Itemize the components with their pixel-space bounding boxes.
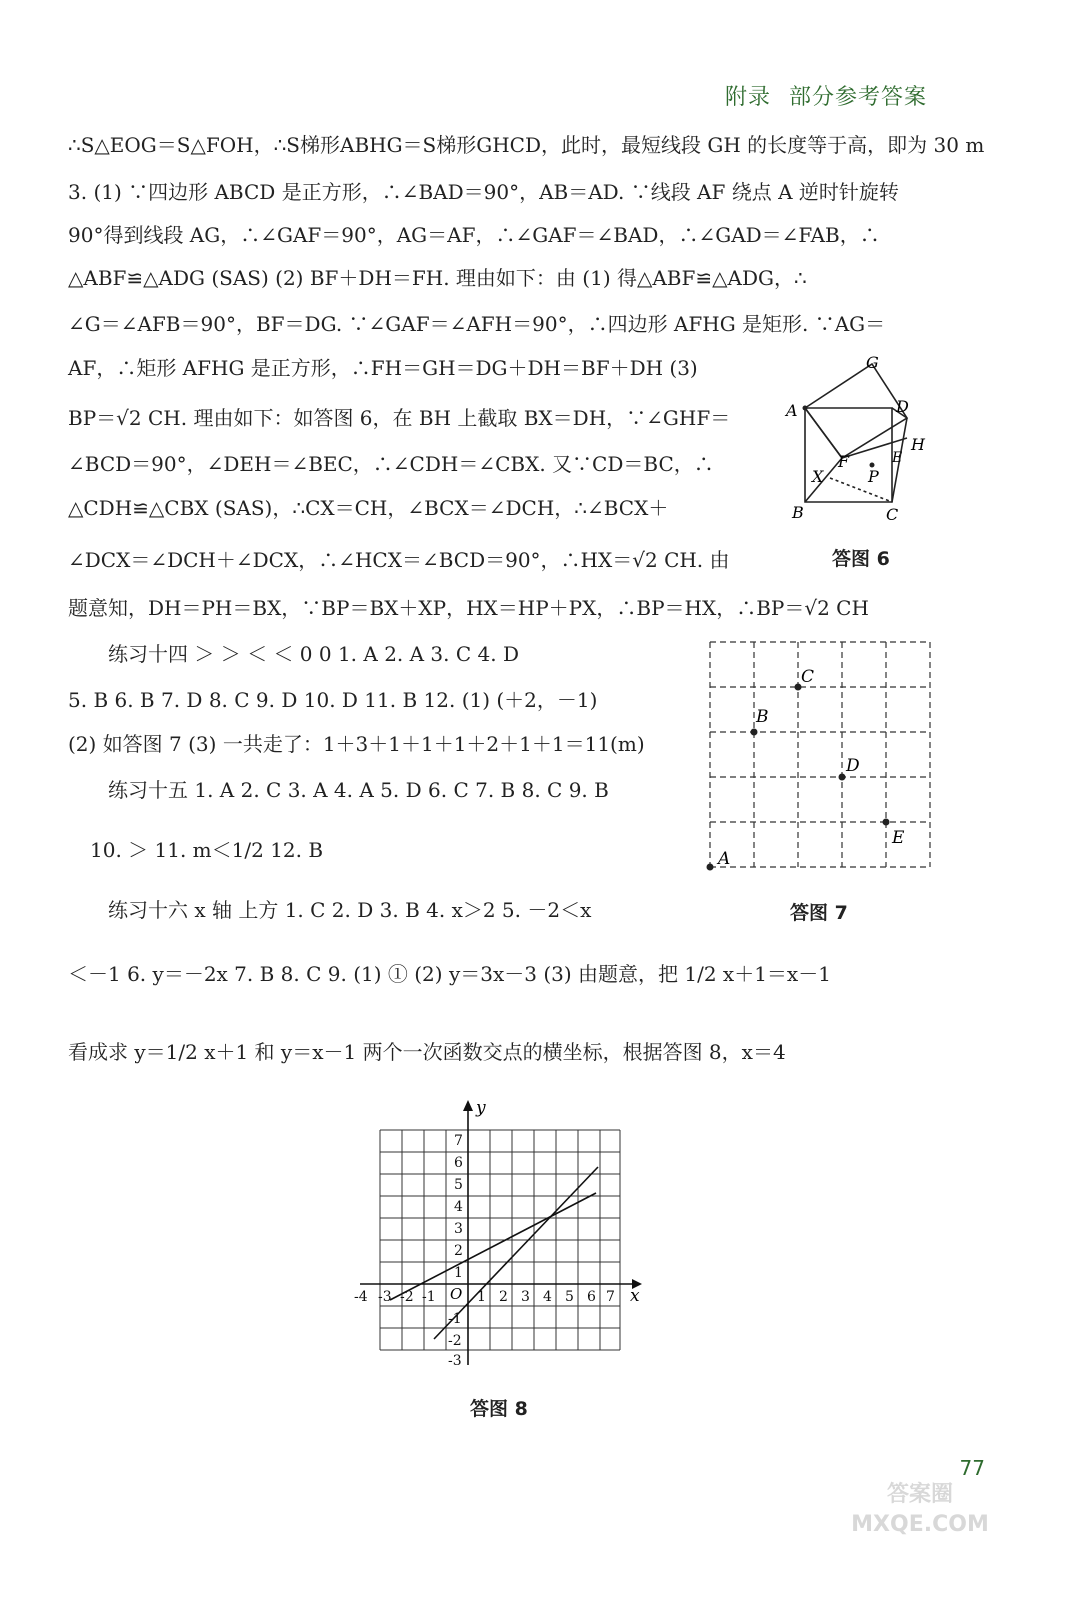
watermark: 答案圈 MXQE.COM [851, 1482, 989, 1537]
text-line: 题意知，DH＝PH＝BX，∵BP＝BX＋XP，HX＝HP＋PX，∴BP＝HX，∴BP＝√2 CH [68, 596, 869, 620]
label-e: E [892, 450, 903, 466]
y-tick: 7 [454, 1133, 463, 1149]
x-tick: 4 [543, 1289, 552, 1305]
x-tick: -1 [422, 1289, 436, 1305]
figure-8-caption: 答图 8 [470, 1398, 528, 1420]
text-line: AF，∴矩形 AFHG 是正方形，∴FH＝GH＝DG＋DH＝BF＋DH (3) [68, 356, 698, 380]
text-line: ∠BCD＝90°，∠DEH＝∠BEC，∴∠CDH＝∠CBX. 又∵CD＝BC，∴ [68, 452, 714, 476]
figure-8 [350, 1095, 650, 1385]
text-line: 3. (1) ∵四边形 ABCD 是正方形，∴∠BAD＝90°，AB＝AD. ∵线段 AF 绕点 A 逆时针旋转 [68, 180, 899, 204]
y-tick: 1 [454, 1265, 463, 1281]
x-tick: 7 [606, 1289, 615, 1305]
text-line: △ABF≌△ADG (SAS) (2) BF＋DH＝FH. 理由如下：由 (1) 得△ABF≌△ADG，∴ [68, 266, 807, 290]
text-line: 练习十五 1. A 2. C 3. A 4. A 5. D 6. C 7. B 8. C 9. B [108, 778, 609, 802]
text-line: BP＝√2 CH. 理由如下：如答图 6，在 BH 上截取 BX＝DH，∵∠GHF＝ [68, 406, 731, 430]
label-x: X [812, 467, 824, 486]
figure-7 [700, 632, 940, 882]
text-line: 10. ＞ 11. m＜1/2 12. B [90, 838, 324, 862]
figure-6-caption: 答图 6 [832, 548, 890, 570]
text-line: 看成求 y＝1/2 x＋1 和 y＝x－1 两个一次函数交点的横坐标，根据答图 8，x＝4 [68, 1040, 786, 1064]
x-tick: 2 [499, 1289, 508, 1305]
label-a: A [718, 849, 731, 869]
y-tick: -1 [448, 1311, 462, 1327]
x-tick: -2 [400, 1289, 414, 1305]
text-line: ＜－1 6. y＝－2x 7. B 8. C 9. (1) ① (2) y＝3x－3 (3) 由题意，把 1/2 x＋1＝x－1 [68, 962, 831, 986]
label-e: E [892, 828, 905, 848]
x-tick: 6 [587, 1289, 596, 1305]
axis-x-label: x [630, 1286, 640, 1306]
y-tick: 3 [454, 1221, 463, 1237]
label-b: B [756, 707, 769, 727]
y-tick: -3 [448, 1353, 462, 1369]
page-header [725, 80, 927, 111]
figure-6 [780, 350, 950, 530]
label-f: F [838, 452, 850, 471]
label-d: D [896, 397, 909, 416]
text-line: 90°得到线段 AG，∴∠GAF＝90°，AG＝AF，∴∠GAF＝∠BAD，∴∠GAD＝∠FAB，∴ [68, 223, 880, 247]
x-tick: -3 [378, 1289, 392, 1305]
text-line: ∠DCX＝∠DCH＋∠DCX，∴∠HCX＝∠BCD＝90°，∴HX＝√2 CH. 由 [68, 548, 730, 572]
header-title: 部分参考答案 [788, 85, 927, 110]
y-tick: 2 [454, 1243, 463, 1259]
x-tick: 1 [477, 1289, 486, 1305]
figure-7-caption: 答图 7 [790, 902, 848, 924]
text-line: ∠G＝∠AFB＝90°，BF＝DG. ∵∠GAF＝∠AFH＝90°，∴四边形 AFHG 是矩形. ∵AG＝ [68, 312, 886, 336]
text-line: (2) 如答图 7 (3) 一共走了：1＋3＋1＋1＋1＋2＋1＋1＝11(m) [68, 732, 645, 756]
text-line: 练习十四 ＞ ＞ ＜ ＜ 0 0 1. A 2. A 3. C 4. D [108, 642, 520, 666]
x-tick: 5 [565, 1289, 574, 1305]
y-tick: 4 [454, 1199, 463, 1215]
label-d: D [846, 756, 860, 776]
text-line: ∴S△EOG＝S△FOH，∴S梯形ABHG＝S梯形GHCD，此时，最短线段 GH 的长度等于高，即为 30 m [68, 133, 985, 157]
text-line: 练习十六 x 轴 上方 1. C 2. D 3. B 4. x＞2 5. －2＜x [108, 898, 592, 922]
y-tick: -2 [448, 1333, 462, 1349]
text-line: 5. B 6. B 7. D 8. C 9. D 10. D 11. B 12. (1) (＋2，－1) [68, 688, 598, 712]
axis-y-label: y [476, 1098, 486, 1118]
x-tick: 3 [521, 1289, 530, 1305]
text-line: △CDH≌△CBX (SAS)，∴CX＝CH，∠BCX＝∠DCH，∴∠BCX＋ [68, 496, 669, 520]
page-number: 77 [959, 1456, 985, 1480]
label-b: B [792, 503, 804, 522]
header-section: 附录 [724, 85, 771, 110]
label-g: G [866, 353, 879, 372]
label-p: P [868, 467, 879, 486]
label-c: C [801, 667, 815, 687]
label-a: A [786, 401, 798, 420]
label-c: C [886, 505, 899, 524]
y-tick: 5 [454, 1177, 463, 1193]
label-h: H [911, 435, 925, 454]
x-tick: -4 [354, 1289, 368, 1305]
origin-label: O [450, 1285, 463, 1303]
y-tick: 6 [454, 1155, 463, 1171]
